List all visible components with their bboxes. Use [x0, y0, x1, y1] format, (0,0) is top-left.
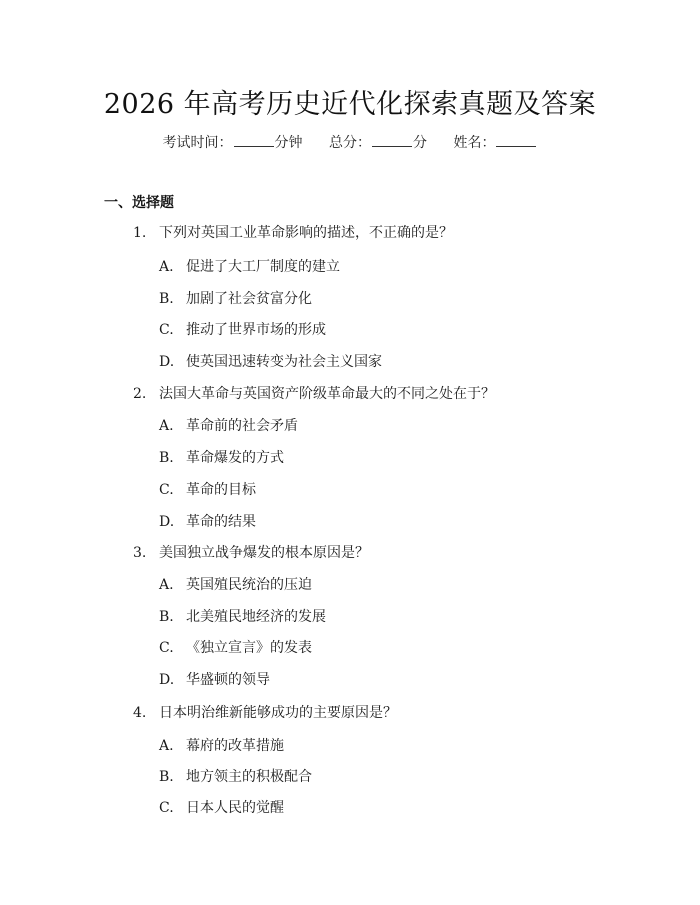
option-text: 地方领主的积极配合: [186, 769, 312, 785]
option-letter: D.: [159, 514, 175, 530]
option-text: 推动了世界市场的形成: [186, 322, 326, 338]
option-letter: C.: [159, 322, 174, 338]
question-1-option-c: [159, 319, 326, 339]
option-text: 英国殖民统治的压迫: [186, 577, 312, 593]
option-letter: B.: [159, 291, 174, 307]
option-text: 日本人民的觉醒: [186, 800, 284, 816]
option-letter: D.: [159, 672, 175, 688]
exam-time-field: [163, 132, 303, 152]
option-letter: C.: [159, 482, 174, 498]
question-1: [133, 222, 453, 242]
option-text: 革命的目标: [186, 482, 256, 498]
question-number: 1.: [133, 225, 147, 241]
question-number: 2.: [133, 386, 147, 402]
option-text: 促进了大工厂制度的建立: [186, 259, 340, 275]
option-letter: A.: [159, 738, 174, 754]
question-3: [133, 542, 369, 562]
option-letter: A.: [159, 577, 174, 593]
total-score-unit: 分: [413, 135, 427, 151]
student-name-blank: [496, 134, 536, 147]
option-letter: C.: [159, 640, 174, 656]
question-2-option-b: [159, 447, 284, 467]
question-4-option-c: [159, 797, 284, 817]
question-2-option-a: [159, 415, 298, 435]
question-number: 3.: [133, 545, 147, 561]
option-text: 北美殖民地经济的发展: [186, 609, 326, 625]
question-text: 下列对英国工业革命影响的描述，不正确的是？: [159, 225, 453, 241]
question-3-option-d: [159, 669, 270, 689]
question-text: 法国大革命与英国资产阶级革命最大的不同之处在于？: [159, 386, 495, 402]
question-3-option-c: [159, 637, 312, 657]
question-number: 4.: [133, 705, 147, 721]
option-letter: B.: [159, 769, 174, 785]
document-title: 2026 年高考历史近代化探索真题及答案: [103, 89, 597, 120]
question-2: [133, 383, 495, 403]
option-text: 加剧了社会贫富分化: [186, 291, 312, 307]
option-text: 幕府的改革措施: [186, 738, 284, 754]
question-4: [133, 702, 397, 722]
total-score-blank: [372, 134, 412, 147]
student-name-field: [453, 132, 537, 152]
option-text: 使英国迅速转变为社会主义国家: [186, 354, 382, 370]
option-text: 《独立宣言》的发表: [186, 640, 312, 656]
question-3-option-b: [159, 606, 326, 626]
question-2-option-c: [159, 479, 256, 499]
question-2-option-d: [159, 511, 256, 531]
exam-time-blank: [234, 134, 274, 147]
option-letter: B.: [159, 450, 174, 466]
question-1-option-a: [159, 256, 340, 276]
total-score-label: 总分：: [329, 135, 371, 151]
option-letter: D.: [159, 354, 175, 370]
total-score-field: [329, 132, 427, 152]
question-text: 美国独立战争爆发的根本原因是？: [159, 545, 369, 561]
exam-time-label: 考试时间：: [162, 135, 233, 151]
option-letter: A.: [159, 418, 174, 434]
option-letter: C.: [159, 800, 174, 816]
question-4-option-b: [159, 766, 312, 786]
question-4-option-a: [159, 735, 284, 755]
question-1-option-b: [159, 288, 312, 308]
option-text: 革命的结果: [186, 514, 256, 530]
exam-info-line: [0, 132, 700, 152]
exam-time-unit: 分钟: [274, 135, 303, 151]
section-heading: 一、选择题: [104, 195, 174, 211]
question-text: 日本明治维新能够成功的主要原因是？: [159, 705, 397, 721]
option-text: 革命前的社会矛盾: [186, 418, 298, 434]
option-letter: A.: [159, 259, 174, 275]
question-3-option-a: [159, 574, 312, 594]
question-1-option-d: [159, 351, 382, 371]
student-name-label: 姓名：: [453, 135, 496, 151]
option-letter: B.: [159, 609, 174, 625]
option-text: 革命爆发的方式: [186, 450, 284, 466]
option-text: 华盛顿的领导: [186, 672, 270, 688]
